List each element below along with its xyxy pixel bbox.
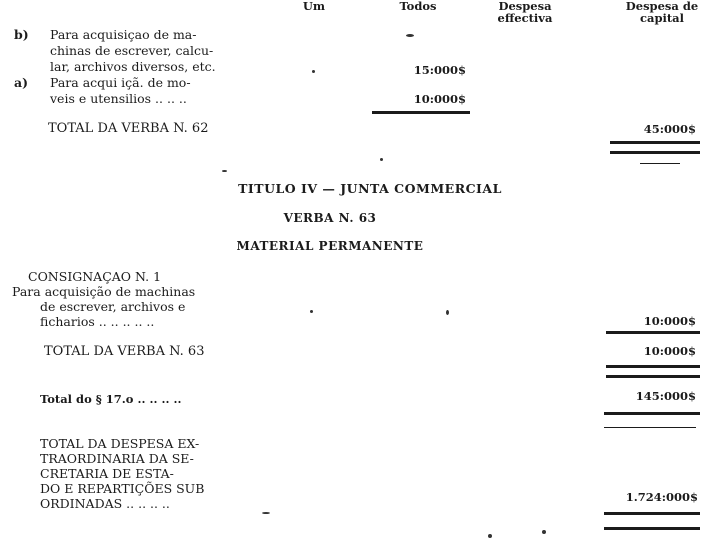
item-a-line1: Para acqui içã. de mo- [50, 75, 191, 90]
total-despesa-line5: ORDINADAS .. .. .. .. [40, 496, 170, 511]
scan-speck [406, 34, 414, 37]
column-header-um: Um [302, 0, 326, 13]
consignacao-line3: ficharios .. .. .. .. .. [40, 314, 155, 329]
total-despesa-line3: CRETARIA DE ESTA- [40, 466, 174, 481]
scan-speck [446, 310, 449, 315]
item-letter-b: b) [14, 27, 29, 42]
verba-heading: VERBA N. 63 [283, 211, 377, 225]
scan-speck [488, 534, 492, 538]
consignacao-heading: CONSIGNAÇAO N. 1 [28, 269, 162, 284]
total-verba-62-rule-2 [610, 151, 700, 154]
scan-speck [542, 530, 546, 534]
material-heading: MATERIAL PERMANENTE [236, 239, 424, 253]
column-header-todos: Todos [399, 0, 437, 13]
column-header-despesa-capital-line2: capital [640, 11, 684, 25]
total-despesa-line2: TRAORDINARIA DA SE- [40, 451, 194, 466]
total-verba-63-label: TOTAL DA VERBA N. 63 [44, 344, 205, 359]
total-s17-rule-2 [604, 427, 696, 428]
total-despesa-line1: TOTAL DA DESPESA EX- [40, 436, 200, 451]
subtotal-rule [372, 111, 470, 114]
column-header-despesa-capital [612, 0, 712, 24]
column-header-despesa-effectiva-line1: Despesa [498, 0, 552, 13]
total-verba-63-rule-1 [606, 365, 700, 368]
scan-speck [380, 158, 383, 161]
scan-speck [310, 310, 313, 313]
scan-speck [312, 70, 315, 73]
total-s17-rule-1 [604, 412, 700, 415]
item-b-amount: 15:000$ [413, 63, 466, 77]
consignacao-rule [606, 331, 700, 334]
item-b-line1: Para acquisiçao de ma- [50, 27, 197, 42]
total-verba-62-rule-1 [610, 141, 700, 144]
item-b-line3: lar, archivos diversos, etc. [50, 59, 216, 74]
column-header-despesa-effectiva [485, 0, 565, 24]
item-b-line2: chinas de escrever, calcu- [50, 43, 214, 58]
item-a-amount: 10:000$ [413, 92, 466, 106]
consignacao-line2: de escrever, archivos e [40, 299, 186, 314]
scan-speck [262, 512, 270, 514]
total-s17-label: Total do § 17.o .. .. .. .. [40, 392, 182, 406]
total-verba-62-label: TOTAL DA VERBA N. 62 [48, 121, 209, 136]
item-a-line2: veis e utensilios .. .. .. [50, 91, 187, 106]
total-despesa-rule-2 [604, 527, 700, 530]
total-s17-amount: 145:000$ [635, 389, 696, 403]
scan-speck [222, 170, 227, 172]
total-verba-62-amount: 45:000$ [643, 122, 696, 136]
total-verba-63-rule-2 [606, 375, 700, 378]
consignacao-amount: 10:000$ [643, 314, 696, 328]
total-verba-63-amount: 10:000$ [643, 344, 696, 358]
total-despesa-line4: DO E REPARTIÇÕES SUB [40, 481, 205, 496]
total-despesa-rule-1 [604, 512, 700, 515]
section-title: TITULO IV — JUNTA COMMERCIAL [238, 181, 502, 196]
total-verba-62-rule-3 [640, 163, 680, 164]
total-despesa-amount: 1.724:000$ [625, 490, 698, 504]
consignacao-line1: Para acquisição de machinas [12, 284, 196, 299]
column-header-despesa-capital-line1: Despesa de [625, 0, 699, 13]
item-letter-a: a) [14, 75, 29, 90]
column-header-despesa-effectiva-line2: effectiva [497, 11, 553, 25]
